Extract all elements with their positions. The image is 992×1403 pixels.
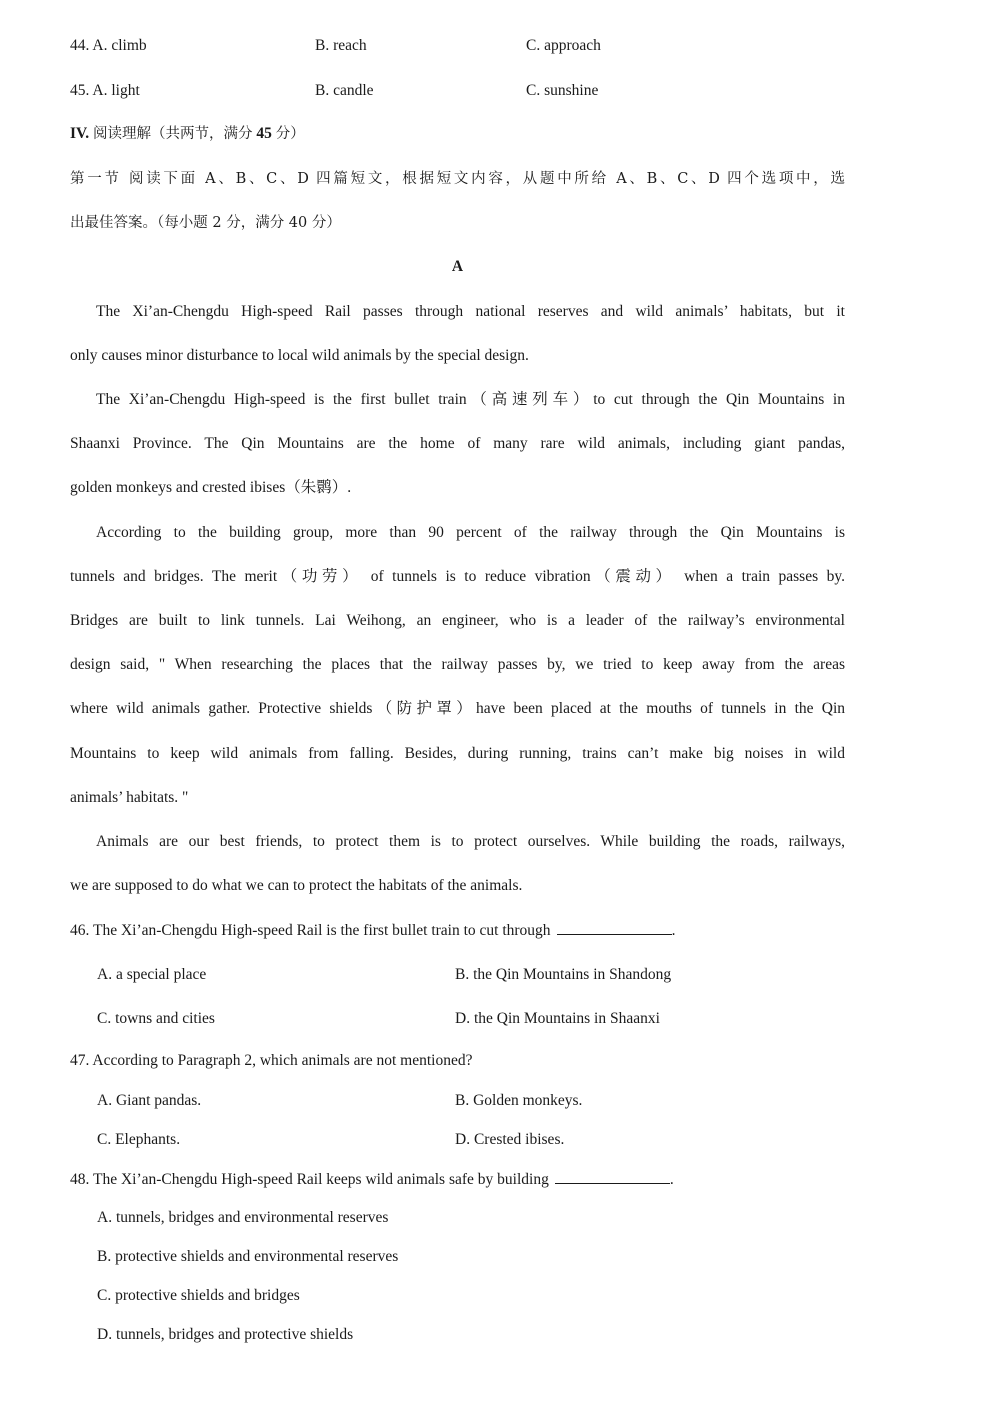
- q46-option-b: B. the Qin Mountains in Shandong: [455, 966, 672, 983]
- section-title: 阅读理解（共两节，满分: [92, 126, 253, 142]
- passage-line: we are supposed to do what we can to protect the habitats of the animals.: [70, 877, 523, 894]
- section-score: 45: [256, 125, 272, 142]
- q48-period: .: [669, 1171, 674, 1188]
- q46-option-a: A. a special place: [97, 966, 207, 983]
- passage-line: only causes minor disturbance to local wild animals by the special design.: [70, 347, 529, 364]
- q47-stem: 47. According to Paragraph 2, which animals are not mentioned?: [70, 1052, 473, 1069]
- passage-line: The Xi’an-Chengdu High-speed is the first bullet train（高速列车）to cut through the Qin Mountains in: [96, 391, 845, 408]
- q48-option-d: D. tunnels, bridges and protective shields: [97, 1326, 354, 1343]
- q44-option-c: C. approach: [526, 37, 601, 54]
- q47-option-b: B. Golden monkeys.: [455, 1092, 583, 1109]
- q45-option-c: C. sunshine: [526, 82, 599, 99]
- q48-option-a: A. tunnels, bridges and environmental reserves: [97, 1209, 389, 1226]
- passage-line: animals’ habitats. ": [70, 789, 189, 806]
- passage-line: tunnels and bridges. The merit（功劳） of tunnels is to reduce vibration（震动） when a train passes by.: [70, 568, 845, 585]
- passage-line: The Xi’an-Chengdu High-speed Rail passes through national reserves and wild animals’ habitats, but it: [96, 303, 845, 320]
- passage-line: Animals are our best friends, to protect them is to protect ourselves. While building the roads, railways,: [96, 833, 845, 850]
- q46-period: .: [671, 922, 676, 939]
- section-roman: IV.: [70, 125, 90, 142]
- q48-option-b: B. protective shields and environmental reserves: [97, 1248, 399, 1265]
- part1-instruction-line1: 第一节 阅读下面 A、B、C、D 四篇短文，根据短文内容，从题中所给 A、B、C、D 四个选项中，选: [70, 171, 845, 187]
- part1-instruction-line2: 出最佳答案。（每小题 2 分，满分 40 分）: [70, 215, 341, 231]
- q48-option-c: C. protective shields and bridges: [97, 1287, 300, 1304]
- q45-option-b: B. candle: [315, 82, 374, 99]
- q44-option-a: 44. A. climb: [70, 37, 147, 54]
- q45-option-a: 45. A. light: [70, 82, 140, 99]
- answer-blank: [557, 920, 672, 935]
- passage-line: Bridges are built to link tunnels. Lai Weihong, an engineer, who is a leader of the railway’s environmental: [70, 612, 845, 629]
- section-title-end: 分）: [275, 126, 305, 142]
- q47-option-d: D. Crested ibises.: [455, 1131, 565, 1148]
- q46-option-c: C. towns and cities: [97, 1010, 215, 1027]
- passage-line: Mountains to keep wild animals from falling. Besides, during running, trains can’t make big noises in wild: [70, 745, 845, 762]
- q48-stem-text: 48. The Xi’an-Chengdu High-speed Rail keeps wild animals safe by building: [70, 1171, 549, 1188]
- passage-line: golden monkeys and crested ibises（朱鹮）.: [70, 479, 352, 496]
- passage-line: where wild animals gather. Protective shields（防护罩）have been placed at the mouths of tunnels in the Qin: [70, 700, 845, 717]
- answer-blank: [555, 1169, 670, 1184]
- passage-label: A: [451, 258, 464, 275]
- q46-stem: [70, 920, 675, 941]
- passage-line: According to the building group, more than 90 percent of the railway through the Qin Mountains is: [96, 524, 845, 541]
- passage-line: design said, " When researching the places that the railway passes by, we tried to keep away from the areas: [70, 656, 845, 673]
- q47-option-a: A. Giant pandas.: [97, 1092, 202, 1109]
- q44-option-b: B. reach: [315, 37, 367, 54]
- q48-stem: [70, 1169, 674, 1190]
- q46-option-d: D. the Qin Mountains in Shaanxi: [455, 1010, 660, 1027]
- q47-option-c: C. Elephants.: [97, 1131, 181, 1148]
- section-heading: [70, 124, 305, 144]
- passage-line: Shaanxi Province. The Qin Mountains are the home of many rare wild animals, including giant pandas,: [70, 435, 845, 452]
- q46-stem-text: 46. The Xi’an-Chengdu High-speed Rail is the first bullet train to cut through: [70, 922, 551, 939]
